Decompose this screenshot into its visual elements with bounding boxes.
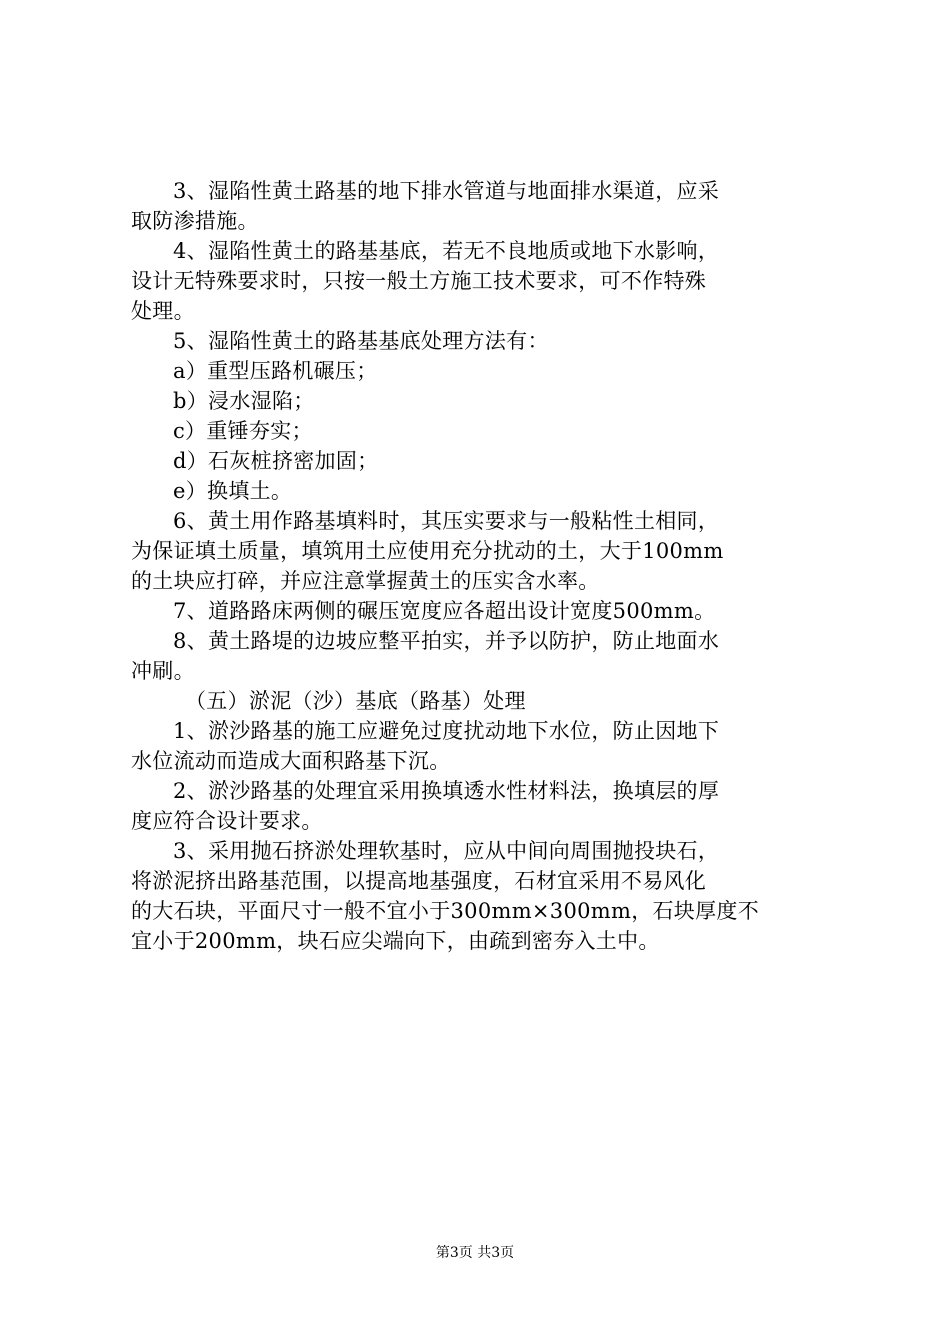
paragraph-line: 将淤泥挤出路基范围，以提高地基强度，石材宜采用不易风化 [131,869,707,893]
paragraph-line: 冲刷。 [131,659,195,683]
paragraph-line: 5、湿陷性黄土的路基基底处理方法有： [173,329,549,353]
section-heading: （五）淤泥（沙）基底（路基）处理 [185,689,526,713]
paragraph-line: 2、淤沙路基的处理宜采用换填透水性材料法，换填层的厚 [173,779,720,803]
list-item: e）换填土。 [173,479,293,503]
list-item: d）石灰桩挤密加固； [173,449,379,473]
paragraph-line: 3、湿陷性黄土路基的地下排水管道与地面排水渠道，应采 [173,179,720,203]
paragraph-line: 处理。 [131,299,195,323]
page-footer: 第3页 共3页 [435,1245,515,1261]
paragraph-line: 取防渗措施。 [131,209,259,233]
paragraph-line: 宜小于200mm，块石应尖端向下，由疏到密夯入土中。 [131,929,660,953]
list-item: b）浸水湿陷； [173,389,315,413]
paragraph-line: 度应符合设计要求。 [131,809,323,833]
paragraph-line: 8、黄土路堤的边坡应整平拍实，并予以防护，防止地面水 [173,629,720,653]
paragraph-line: 1、淤沙路基的施工应避免过度扰动地下水位，防止因地下 [173,719,720,743]
paragraph-line: 7、道路路床两侧的碾压宽度应各超出设计宽度500mm。 [173,599,716,623]
paragraph-line: 设计无特殊要求时，只按一般土方施工技术要求，可不作特殊 [131,269,707,293]
paragraph-line: 3、采用抛石挤淤处理软基时，应从中间向周围抛投块石， [173,839,720,863]
paragraph-line: 4、湿陷性黄土的路基基底，若无不良地质或地下水影响， [173,239,720,263]
list-item: c）重锤夯实； [173,419,313,443]
list-item: a）重型压路机碾压； [173,359,378,383]
document-body [131,176,831,956]
paragraph-line: 的大石块，平面尺寸一般不宜小于300mm×300mm，石块厚度不 [131,899,760,923]
paragraph-line: 6、黄土用作路基填料时，其压实要求与一般粘性土相同， [173,509,720,533]
paragraph-line: 的土块应打碎，并应注意掌握黄土的压实含水率。 [131,569,600,593]
paragraph-line: 水位流动而造成大面积路基下沉。 [131,749,451,773]
paragraph-line: 为保证填土质量，填筑用土应使用充分扰动的土，大于100mm [131,539,724,563]
